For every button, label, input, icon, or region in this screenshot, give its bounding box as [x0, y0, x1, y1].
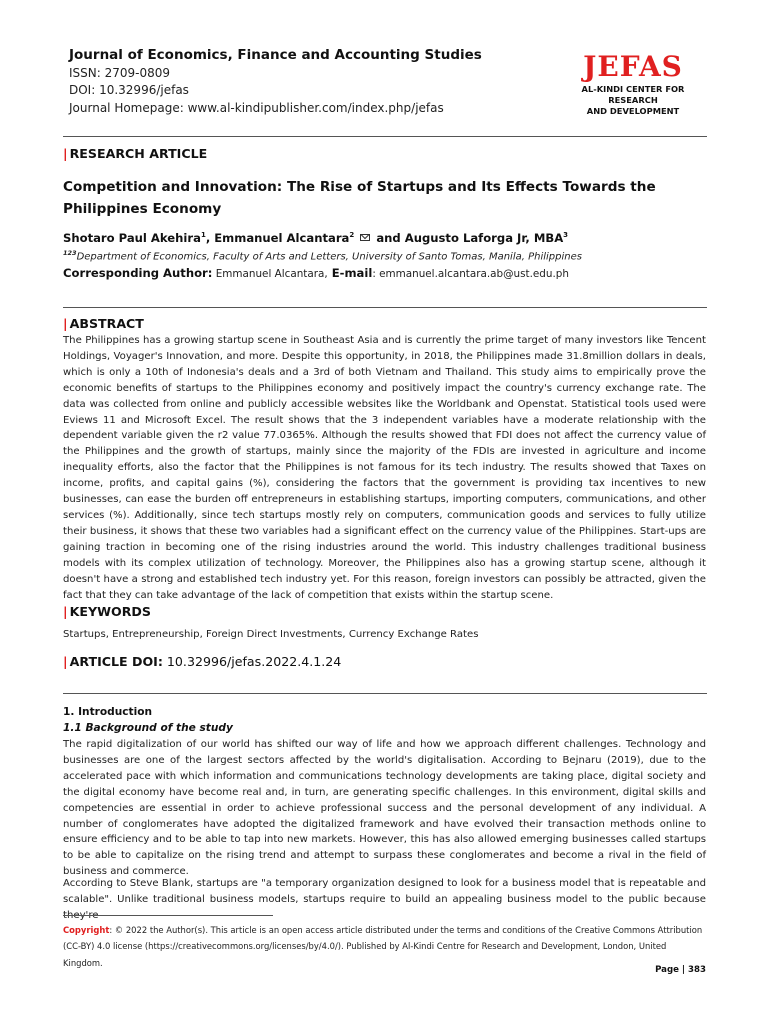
copyright-notice: Copyright: © 2022 the Author(s). This article is an open access article distributed under the terms and conditions of the Creative Commons Attribution (CC-BY) 4.0 license (https://creativecommons.org/licenses/by/4.0/). Published by Al-Kindi Centre for Research and Development, London, United Kingdom.	[63, 925, 703, 968]
author-list: Shotaro Paul Akehira$^1$, Emmanuel Alcantara$^2$ and Augusto Laforga Jr, MBA$^3$	[63, 231, 569, 245]
article-type-label: RESEARCH ARTICLE	[69, 146, 208, 161]
divider	[63, 136, 707, 137]
logo-name: JEFAS	[583, 50, 683, 83]
journal-title: Journal of Economics, Finance and Accounting Studies	[69, 47, 482, 63]
section-heading: 1. Introduction	[63, 706, 153, 718]
body-paragraph: According to Steve Blank, startups are "a temporary organization designed to look for a business model that is repeatable and scalable". Unlike traditional business models, startups require to build an appealing business model to the public because they're	[63, 878, 706, 921]
affiliation: $^{123}$Department of Economics, Faculty of Arts and Letters, University of Santo Tomas, Manila, Philippines	[63, 249, 582, 263]
article-doi-link[interactable]: 10.32996/jefas.2022.4.1.24	[162, 654, 342, 669]
divider	[63, 693, 707, 694]
article-type: | RESEARCH ARTICLE	[63, 146, 208, 161]
author-email[interactable]: : emmanuel.alcantara.ab@ust.edu.ph	[372, 268, 569, 280]
subsection-heading: 1.1 Background of the study	[63, 722, 233, 734]
keywords-heading: | KEYWORDS	[63, 604, 151, 619]
keywords-text: Startups, Entrepreneurship, Foreign Direct Investments, Currency Exchange Rates	[63, 629, 479, 640]
body-paragraph: The rapid digitalization of our world has shifted our way of life and how we approach different challenges. Technology and businesses are one of the largest sectors affected by the world's digitalisation. According to Bejnaru (2019), due to the accelerated pace with which information and communications technology developments are taking place, digital society and the digital economy have become real and, in turn, are generating specific challenges. In this environment, digital skills and competencies are essential in order to achieve professional success and the personal development of any individual. A number of conglomerates have adopted the digitalized framework and have evolved their transaction methods online to ensure efficiency and to be able to tap into new markets. However, this has also allowed emerging businesses called startups to be able to capitalize on the rising trend and attempt to surpass these conglomerates and become a rival in the field of business and commerce.	[63, 739, 706, 878]
footnote-divider	[63, 915, 273, 916]
journal-header	[69, 47, 482, 117]
mail-icon[interactable]	[360, 234, 370, 241]
author-name[interactable]: Shotaro Paul Akehira	[63, 231, 201, 245]
journal-issn: ISSN: 2709-0809	[69, 65, 171, 80]
abstract-heading: | ABSTRACT	[63, 316, 144, 331]
corresponding-author: Corresponding Author: Emmanuel Alcantara, E-mail: emmanuel.alcantara.ab@ust.edu.ph	[63, 266, 569, 280]
journal-doi: DOI: 10.32996/jefas	[69, 83, 189, 97]
logo-line1: AL-KINDI CENTER FOR RESEARCH	[581, 84, 685, 105]
divider	[63, 307, 707, 308]
logo-line2: AND DEVELOPMENT	[586, 106, 680, 116]
page-number: Page | 383	[655, 965, 706, 975]
publisher-logo	[563, 50, 703, 117]
article-doi: | ARTICLE DOI: 10.32996/jefas.2022.4.1.24	[63, 654, 342, 669]
abstract-text: The Philippines has a growing startup scene in Southeast Asia and is currently the prime target of many investors like Tencent Holdings, Voyager's Innovation, and more. Despite this opportunity, in 2018, the Philippines made 31.8million dollars in deals, which is only a 10th of Indonesia's deals and a 3rd of both Vietnam and Thailand. This study aims to empirically prove the economic benefits of startups to the Philippines economy and positively impact the country's currency exchange rate. The data was collected from online and publicly accessible websites like the Worldbank and Openstat. Statistical tools used were Eviews 11 and Microsoft Excel. The result shows that the 3 independent variables have a moderate relationship with the dependent variable given the r2 value 77.0365%. Although the results showed that FDI does not affect the currency value of the Philippines and the growth of startups, mainly since the majority of the FDIs are invested in agriculture and income inequality efforts, also the factor that the Philippines is not famous for its tech industry. The results showed that Taxes on income, profits, and capital gains (%), considering the factors that the government is providing tax incentives to new businesses, can ease the burden off entrepreneurs in establishing startups, importing computers, communications, and other services (%). Additionally, since tech startups mostly rely on computers, communication goods and services to fully utilize their business, it shows that these two variables had a significant effect on the currency value of the Philippines. Start-ups are gaining traction in becoming one of the rising industries around the world. This industry challenges traditional business models with its complex utilization of technology. Moreover, the Philippines also has a growing startup scene, although it doesn't have a strong and established tech industry yet. For this reason, foreign investors can possibly be attracted, given the fact that they can take advantage of the lack of competition that exists within the startup scene.	[63, 335, 706, 601]
article-title: Competition and Innovation: The Rise of Startups and Its Effects Towards the Philippines Economy	[63, 179, 656, 217]
author-name[interactable]: Emmanuel Alcantara	[214, 231, 350, 245]
author-name[interactable]: Augusto Laforga Jr, MBA	[404, 231, 564, 245]
journal-homepage[interactable]: Journal Homepage: www.al-kindipublisher.com/index.php/jefas	[69, 100, 444, 115]
